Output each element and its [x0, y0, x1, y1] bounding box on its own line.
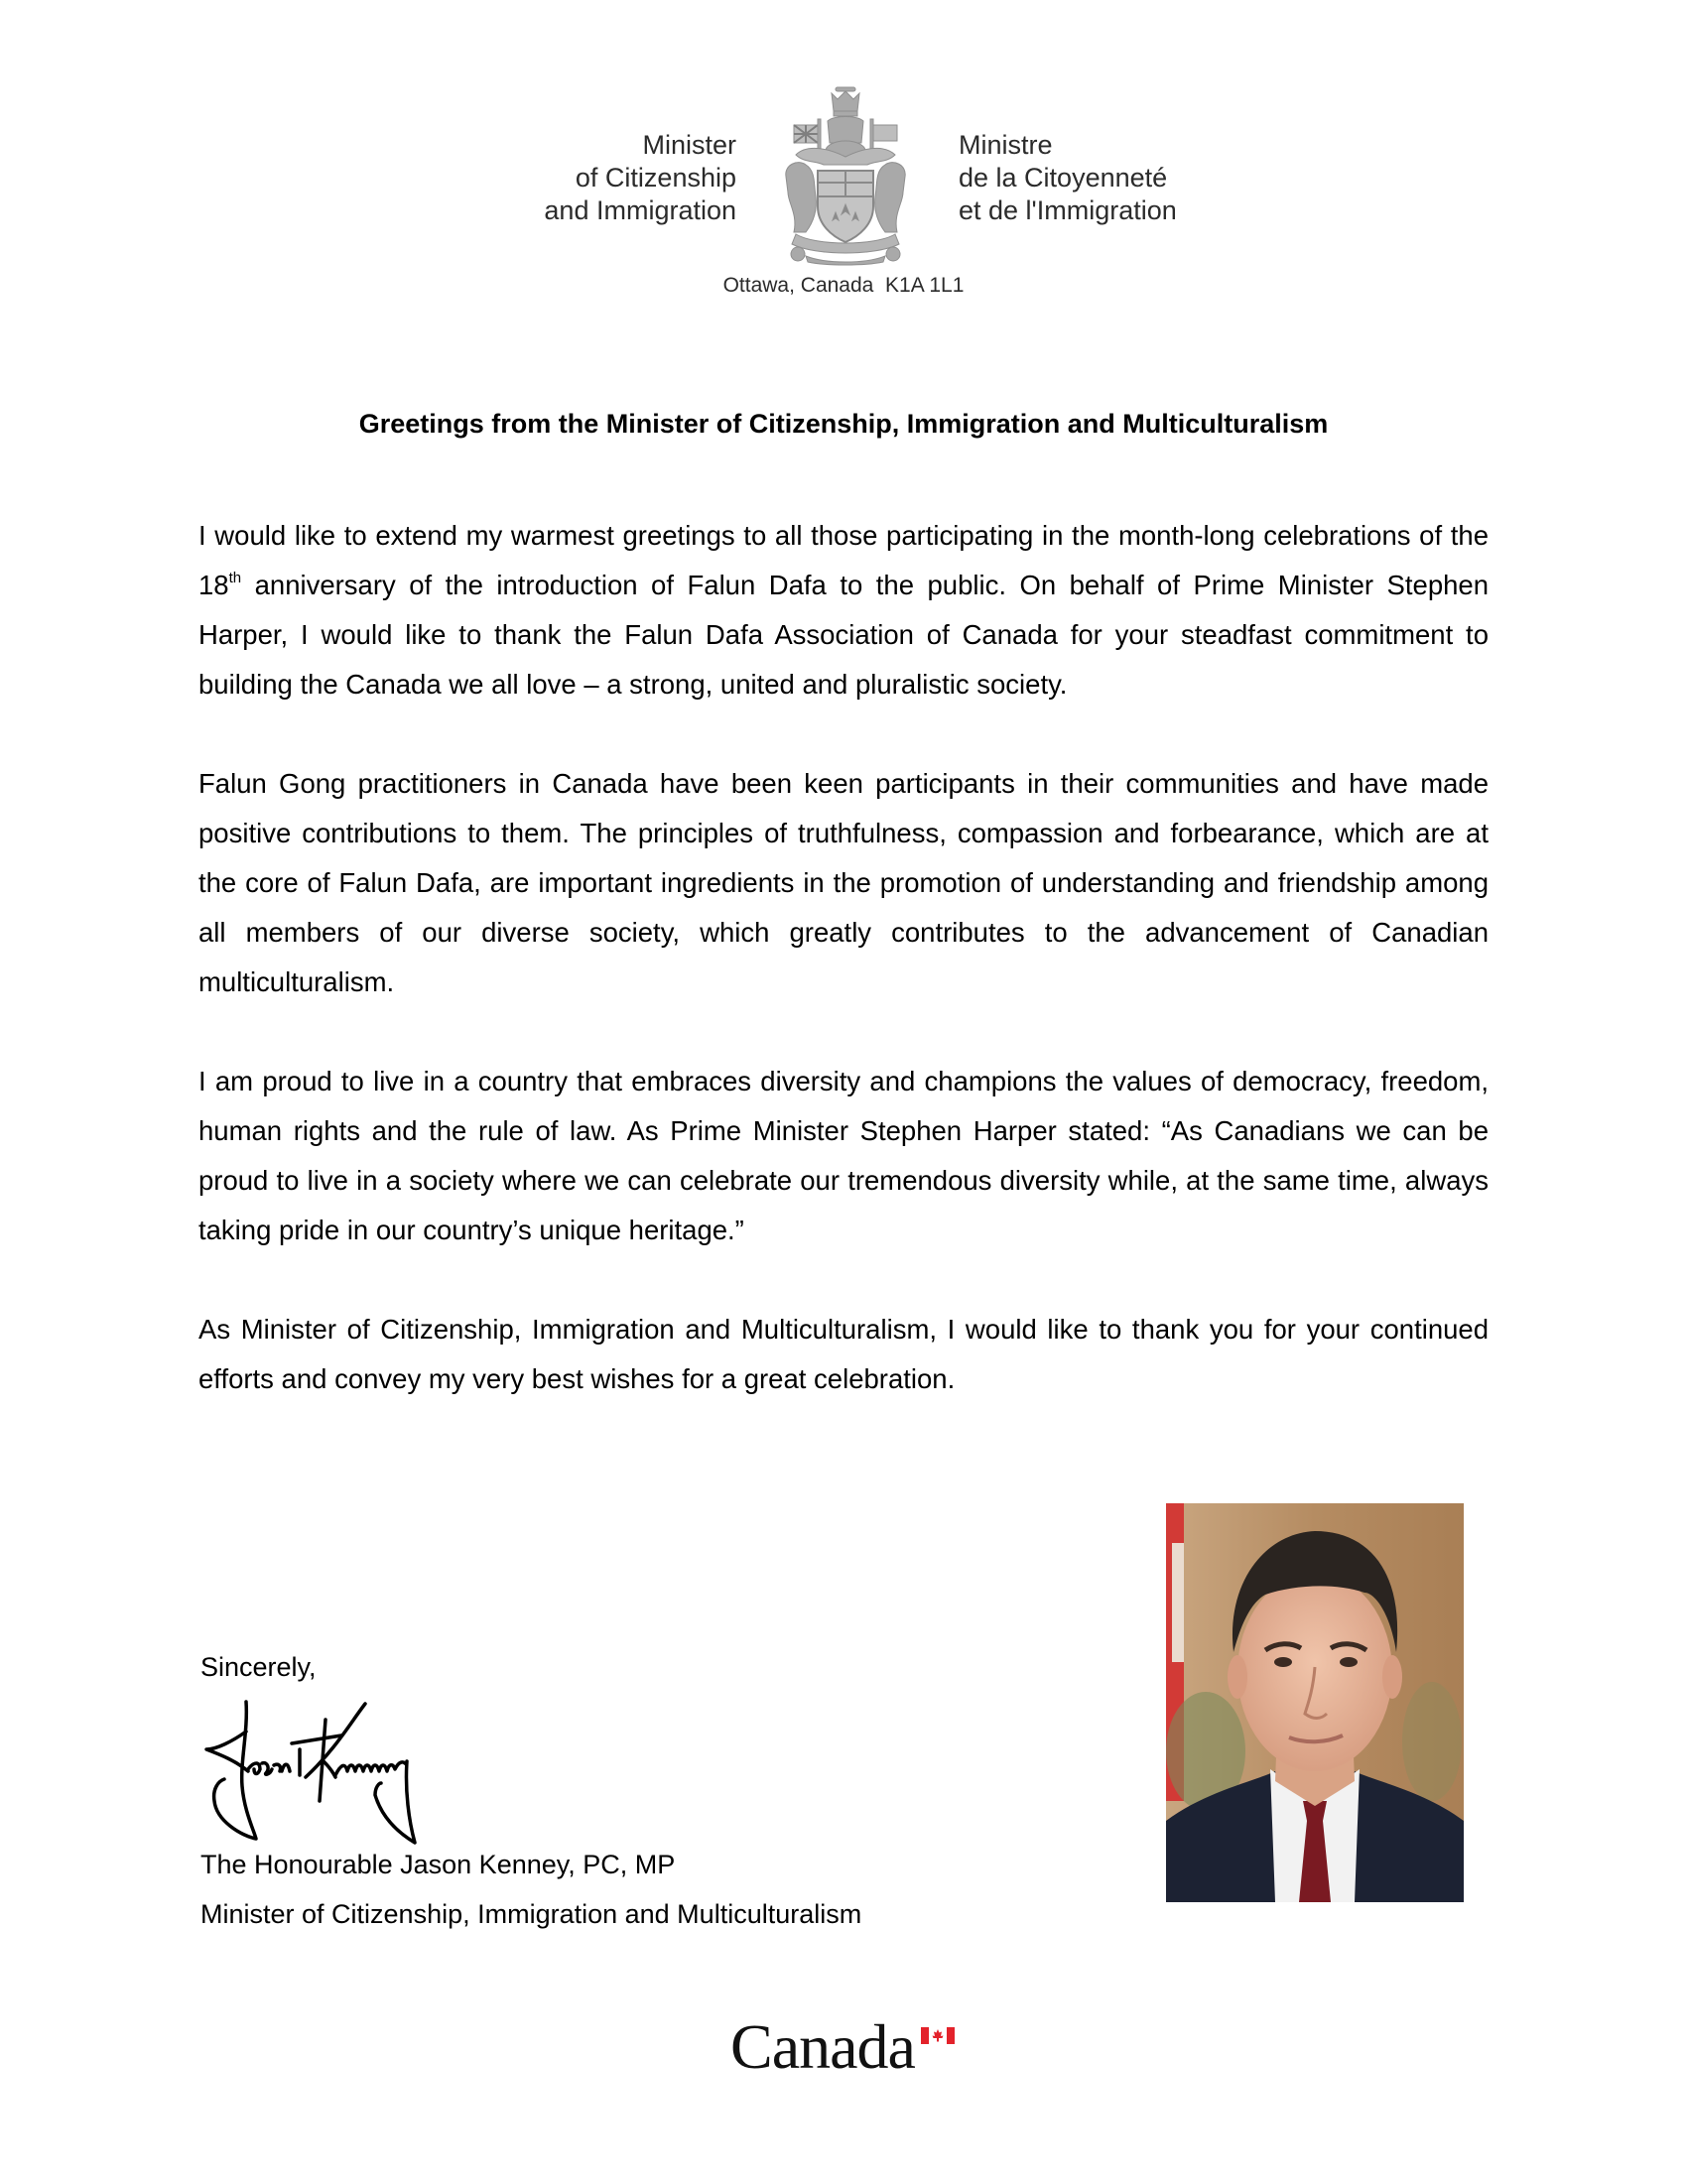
letterhead-french-line: de la Citoyenneté: [959, 163, 1168, 193]
portrait-icon: [1166, 1503, 1464, 1902]
paragraph-3: I am proud to live in a country that embraces diversity and champions the values of democracy, freedom, human rights and the rule of law. As Prime Minister Stephen Harper stated: “As Canadians we can be proud to live in a society where we can celebrate our tremendous diversity while, at the same time, always taking pride in our country’s unique heritage.”: [198, 1066, 1489, 1245]
signatory-title: Minister of Citizenship, Immigration and Multiculturalism: [200, 1899, 862, 1929]
letterhead-english-line: Minister: [642, 130, 736, 160]
coat-of-arms-icon: [776, 85, 915, 266]
paragraph-1: [198, 511, 1489, 709]
letterhead-english: [437, 129, 736, 227]
paragraph-2: Falun Gong practitioners in Canada have been keen participants in their communities and have made positive contributions to them. The principles of truthfulness, compassion and forbearance, which are at the core of Falun Dafa, are important ingredients in the promotion of understanding and friendship among all members of our diverse society, which greatly contributes to the advancement of Canadian multiculturalism.: [198, 768, 1489, 997]
signature-icon: [196, 1692, 479, 1851]
paragraph-4: As Minister of Citizenship, Immigration and Multiculturalism, I would like to thank you for your continued efforts and convey my very best wishes for a great celebration.: [198, 1314, 1489, 1394]
letterhead-english-line: of Citizenship: [575, 163, 736, 193]
minister-portrait: [1166, 1503, 1464, 1902]
paragraph-1-text: I would like to extend my warmest greetings to all those participating in the month-long celebrations of the 18: [198, 520, 1489, 600]
letterhead-french: [959, 129, 1276, 227]
letter-title: Greetings from the Minister of Citizenship, Immigration and Multiculturalism: [358, 409, 1329, 439]
letterhead-french-line: Ministre: [959, 130, 1053, 160]
canada-flag-icon: [921, 2027, 955, 2044]
letterhead-french-line: et de l'Immigration: [959, 195, 1177, 225]
letter-body: [198, 511, 1489, 1404]
letterhead-address: Ottawa, Canada K1A 1L1: [722, 274, 965, 297]
closing-salutation: Sincerely,: [200, 1652, 317, 1682]
ordinal-suffix: th: [228, 570, 242, 586]
canada-wordmark: Canada: [730, 2011, 915, 2082]
letterhead-english-line: and Immigration: [544, 195, 736, 225]
signatory-name: The Honourable Jason Kenney, PC, MP: [200, 1850, 676, 1879]
paragraph-1-text-cont: anniversary of the introduction of Falun Dafa to the public. On behalf of Prime Minister Stephen Harper, I would like to thank the Falun Dafa Association of Canada for your steadfast commitment to building the Canada we all love – a strong, united and pluralistic society.: [198, 570, 1489, 700]
